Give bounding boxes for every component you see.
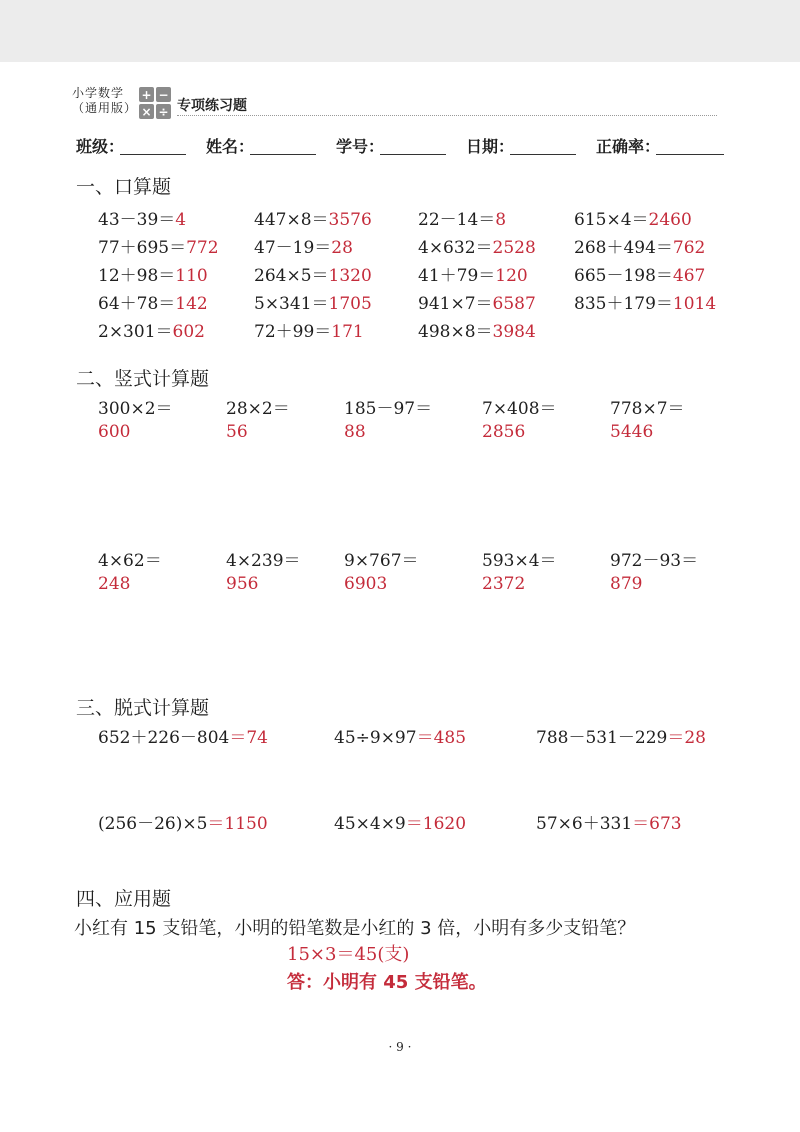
answer: 602 xyxy=(172,322,205,342)
dotted-rule xyxy=(177,115,717,116)
vertical-question-1: 300×2＝ xyxy=(98,399,173,419)
word-problem-work: 15×3＝45(支) xyxy=(287,944,410,965)
brand-line-1: 小学数学 xyxy=(72,86,125,100)
oral-item-14 xyxy=(254,289,372,314)
word-problem-question: 小红有 15 支铅笔，小明的铅笔数是小红的 3 倍，小明有多少支铅笔？ xyxy=(74,918,636,939)
question: 43－39＝ xyxy=(98,210,176,230)
field-name-label: 姓名： xyxy=(206,137,255,156)
word-problem-answer: 答：小明有 45 支铅笔。 xyxy=(287,972,487,993)
vertical-answer-2: 56 xyxy=(226,422,248,442)
oral-item-9 xyxy=(98,261,208,286)
operator-icons xyxy=(139,87,171,119)
multiply-icon: × xyxy=(139,104,154,119)
oral-item-8 xyxy=(574,233,705,258)
vertical-question-6: 4×62＝ xyxy=(98,551,162,571)
answer: 2528 xyxy=(492,238,536,258)
vertical-question-2: 28×2＝ xyxy=(226,399,290,419)
vertical-answer-5: 5446 xyxy=(610,422,654,442)
section-stepwise-heading: 三、脱式计算题 xyxy=(76,697,210,719)
question: (256－26)×5 xyxy=(98,814,208,834)
oral-item-3 xyxy=(418,205,506,230)
oral-item-10 xyxy=(254,261,372,286)
answer: ＝1620 xyxy=(405,814,467,834)
question: 41＋79＝ xyxy=(418,266,496,286)
answer: ＝1150 xyxy=(207,814,268,834)
oral-item-7 xyxy=(418,233,536,258)
question: 64＋78＝ xyxy=(98,294,176,314)
answer: 467 xyxy=(672,266,706,286)
answer: 3576 xyxy=(328,210,372,230)
answer: 6587 xyxy=(492,294,536,314)
top-band xyxy=(0,0,800,62)
question: 268＋494＝ xyxy=(574,238,673,258)
question: 652＋226－804 xyxy=(98,728,230,748)
question: 941×7＝ xyxy=(418,294,493,314)
answer: 171 xyxy=(331,322,364,342)
answer: 762 xyxy=(672,238,706,258)
answer: 3984 xyxy=(492,322,536,342)
question: 77＋695＝ xyxy=(98,238,187,258)
vertical-answer-4: 2856 xyxy=(482,422,526,442)
oral-item-18 xyxy=(254,317,364,342)
minus-icon: − xyxy=(156,87,171,102)
divide-icon: ÷ xyxy=(156,104,171,119)
question: 788－531－229 xyxy=(536,728,668,748)
stepwise-item-4 xyxy=(98,809,268,834)
question: 5×341＝ xyxy=(254,294,329,314)
question: 2×301＝ xyxy=(98,322,173,342)
series-title: 专项练习题 xyxy=(177,98,247,114)
vertical-answer-6: 248 xyxy=(98,574,131,594)
field-accuracy-blank[interactable] xyxy=(656,154,724,155)
field-name-blank[interactable] xyxy=(250,154,316,155)
question: 22－14＝ xyxy=(418,210,496,230)
stepwise-item-3 xyxy=(536,723,706,748)
section-word-problem-heading: 四、应用题 xyxy=(76,888,172,910)
answer: 142 xyxy=(175,294,208,314)
vertical-question-10: 972－93＝ xyxy=(610,551,699,571)
oral-item-5 xyxy=(98,233,219,258)
question: 4×632＝ xyxy=(418,238,493,258)
field-accuracy-label: 正确率： xyxy=(596,137,661,156)
field-id-blank[interactable] xyxy=(380,154,446,155)
brand-title xyxy=(72,86,137,116)
vertical-question-3: 185－97＝ xyxy=(344,399,433,419)
answer: 8 xyxy=(495,210,507,230)
question: 835＋179＝ xyxy=(574,294,673,314)
answer: ＝74 xyxy=(229,728,268,748)
vertical-answer-10: 879 xyxy=(610,574,643,594)
stepwise-item-2 xyxy=(334,723,466,748)
stepwise-item-5 xyxy=(334,809,466,834)
vertical-question-8: 9×767＝ xyxy=(344,551,419,571)
question: 615×4＝ xyxy=(574,210,649,230)
answer: 2460 xyxy=(648,210,692,230)
oral-item-17 xyxy=(98,317,205,342)
vertical-answer-7: 956 xyxy=(226,574,259,594)
answer: 1014 xyxy=(672,294,717,314)
question: 447×8＝ xyxy=(254,210,329,230)
oral-item-19 xyxy=(418,317,536,342)
vertical-answer-9: 2372 xyxy=(482,574,526,594)
oral-item-15 xyxy=(418,289,536,314)
question: 45÷9×97 xyxy=(334,728,417,748)
oral-item-2 xyxy=(254,205,372,230)
question: 665－198＝ xyxy=(574,266,673,286)
oral-item-12 xyxy=(574,261,705,286)
vertical-answer-3: 88 xyxy=(344,422,366,442)
vertical-question-9: 593×4＝ xyxy=(482,551,557,571)
answer: 28 xyxy=(331,238,353,258)
question: 72＋99＝ xyxy=(254,322,332,342)
answer: 110 xyxy=(175,266,208,286)
page-number: · 9 · xyxy=(388,1040,412,1054)
oral-item-1 xyxy=(98,205,186,230)
question: 57×6＋331 xyxy=(536,814,633,834)
answer: 1705 xyxy=(328,294,372,314)
oral-item-16 xyxy=(574,289,716,314)
question: 264×5＝ xyxy=(254,266,329,286)
vertical-question-4: 7×408＝ xyxy=(482,399,557,419)
answer: 1320 xyxy=(328,266,372,286)
field-class-blank[interactable] xyxy=(120,154,186,155)
field-class-label: 班级： xyxy=(76,137,125,156)
brand-line-2: （通用版） xyxy=(72,101,138,115)
field-date-blank[interactable] xyxy=(510,154,576,155)
question: 47－19＝ xyxy=(254,238,332,258)
vertical-question-7: 4×239＝ xyxy=(226,551,301,571)
oral-item-4 xyxy=(574,205,692,230)
oral-item-13 xyxy=(98,289,208,314)
answer: ＝673 xyxy=(632,814,682,834)
vertical-answer-8: 6903 xyxy=(344,574,388,594)
answer: 772 xyxy=(186,238,219,258)
question: 12＋98＝ xyxy=(98,266,176,286)
question: 45×4×9 xyxy=(334,814,406,834)
stepwise-item-6 xyxy=(536,809,682,834)
answer: ＝485 xyxy=(416,728,467,748)
vertical-question-5: 778×7＝ xyxy=(610,399,685,419)
field-id-label: 学号： xyxy=(336,137,385,156)
plus-icon: + xyxy=(139,87,154,102)
worksheet-header xyxy=(72,86,717,120)
field-date-label: 日期： xyxy=(466,137,515,156)
oral-item-11 xyxy=(418,261,528,286)
section-vertical-heading: 二、竖式计算题 xyxy=(76,368,210,390)
answer: 4 xyxy=(175,210,187,230)
answer: ＝28 xyxy=(667,728,706,748)
oral-item-6 xyxy=(254,233,353,258)
question: 498×8＝ xyxy=(418,322,493,342)
section-oral-heading: 一、口算题 xyxy=(76,176,172,198)
vertical-answer-1: 600 xyxy=(98,422,131,442)
stepwise-item-1 xyxy=(98,723,268,748)
answer: 120 xyxy=(495,266,528,286)
